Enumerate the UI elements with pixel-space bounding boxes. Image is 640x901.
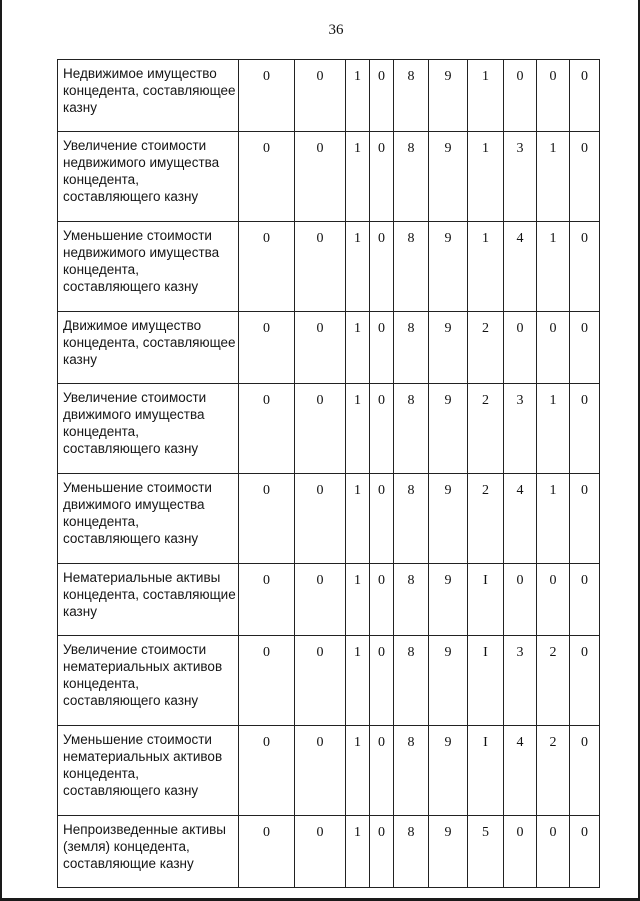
code-digit: 0 [295,564,346,636]
code-digit: 8 [394,222,429,312]
code-digit: 1 [346,726,370,816]
account-name: Нематериальные активы концедента, составляющие казну [58,564,239,636]
table-row [58,132,600,222]
code-digit: 0 [295,222,346,312]
code-digit: 1 [346,312,370,384]
code-digit: 1 [346,636,370,726]
code-digit: 1 [346,132,370,222]
code-digit: 0 [570,816,600,888]
table-row [58,474,600,564]
code-digit: 1 [346,816,370,888]
code-digit: 0 [370,384,394,474]
code-digit: 8 [394,564,429,636]
table-row [58,312,600,384]
code-digit: 8 [394,474,429,564]
table-row [58,564,600,636]
code-digit: 1 [537,474,570,564]
code-digit: 0 [370,132,394,222]
code-digit: 0 [370,474,394,564]
code-digit: 0 [239,726,295,816]
code-digit: 4 [504,222,537,312]
code-digit: 9 [429,474,468,564]
code-digit: 1 [537,222,570,312]
account-name: Уменьшение стоимости недвижимого имущества концедента, составляющего казну [58,222,239,312]
code-digit: 3 [504,636,537,726]
table-row [58,816,600,888]
code-digit: 8 [394,312,429,384]
code-digit: 0 [504,312,537,384]
code-digit: 0 [295,312,346,384]
table-row [58,384,600,474]
code-digit: 0 [570,384,600,474]
table-row [58,636,600,726]
code-digit: 1 [346,474,370,564]
code-digit: 4 [504,726,537,816]
code-digit: 0 [295,636,346,726]
code-digit: 1 [346,60,370,132]
code-digit: 9 [429,132,468,222]
code-digit: 0 [570,474,600,564]
code-digit: 9 [429,726,468,816]
account-name: Непроизведенные активы (земля) концедента, составляющие казну [58,816,239,888]
code-digit: 2 [468,384,504,474]
code-digit: 0 [504,564,537,636]
code-digit: 9 [429,564,468,636]
code-digit: I [468,564,504,636]
account-name: Увеличение стоимости нематериальных активов концедента, составляющего казну [58,636,239,726]
code-digit: 0 [537,564,570,636]
code-digit: 0 [239,816,295,888]
code-digit: 8 [394,132,429,222]
code-digit: 0 [295,726,346,816]
code-digit: 0 [370,816,394,888]
code-digit: 0 [570,726,600,816]
code-digit: 0 [239,60,295,132]
code-digit: 0 [295,384,346,474]
code-digit: 0 [239,636,295,726]
code-digit: 0 [239,132,295,222]
code-digit: 0 [504,816,537,888]
code-digit: 0 [370,222,394,312]
code-digit: 9 [429,222,468,312]
code-digit: 2 [468,474,504,564]
code-digit: 8 [394,60,429,132]
code-digit: 1 [346,564,370,636]
code-digit: 9 [429,636,468,726]
table-row [58,60,600,132]
page-number: 36 [328,22,344,38]
table-row [58,726,600,816]
code-digit: 0 [537,816,570,888]
code-digit: 2 [537,636,570,726]
code-digit: 0 [570,312,600,384]
code-digit: 0 [239,474,295,564]
code-digit: 1 [537,132,570,222]
account-name: Недвижимое имущество концедента, составляющее казну [58,60,239,132]
code-digit: 9 [429,816,468,888]
code-digit: 2 [468,312,504,384]
code-digit: I [468,636,504,726]
code-digit: 0 [370,60,394,132]
account-name: Увеличение стоимости движимого имущества концедента, составляющего казну [58,384,239,474]
account-code-table [57,59,600,888]
code-digit: 8 [394,384,429,474]
code-digit: 0 [295,132,346,222]
code-digit: 1 [346,222,370,312]
code-digit: 0 [570,636,600,726]
code-digit: 1 [468,60,504,132]
code-digit: 0 [570,132,600,222]
code-digit: 0 [295,474,346,564]
code-digit: 0 [295,60,346,132]
code-digit: 0 [570,60,600,132]
account-name: Движимое имущество концедента, составляющее казну [58,312,239,384]
account-name: Уменьшение стоимости нематериальных активов концедента, составляющего казну [58,726,239,816]
code-digit: 0 [239,312,295,384]
code-digit: 0 [570,222,600,312]
code-digit: 8 [394,636,429,726]
code-digit: 4 [504,474,537,564]
code-digit: 0 [239,384,295,474]
code-digit: 0 [537,312,570,384]
code-digit: 9 [429,384,468,474]
code-digit: 3 [504,132,537,222]
code-digit: 5 [468,816,504,888]
code-digit: 0 [504,60,537,132]
code-digit: I [468,726,504,816]
code-digit: 0 [370,564,394,636]
account-name: Уменьшение стоимости движимого имущества концедента, составляющего казну [58,474,239,564]
code-digit: 0 [239,222,295,312]
code-digit: 8 [394,726,429,816]
code-digit: 0 [239,564,295,636]
code-digit: 9 [429,60,468,132]
code-digit: 0 [537,60,570,132]
code-digit: 1 [468,222,504,312]
code-digit: 8 [394,816,429,888]
code-digit: 0 [370,726,394,816]
code-digit: 1 [537,384,570,474]
account-name: Увеличение стоимости недвижимого имущества концедента, составляющего казну [58,132,239,222]
code-digit: 0 [370,312,394,384]
code-digit: 1 [346,384,370,474]
code-digit: 0 [570,564,600,636]
code-digit: 2 [537,726,570,816]
page-border-left [0,0,2,901]
code-digit: 1 [468,132,504,222]
code-digit: 9 [429,312,468,384]
table-row [58,222,600,312]
code-digit: 0 [370,636,394,726]
code-digit: 3 [504,384,537,474]
code-digit: 0 [295,816,346,888]
